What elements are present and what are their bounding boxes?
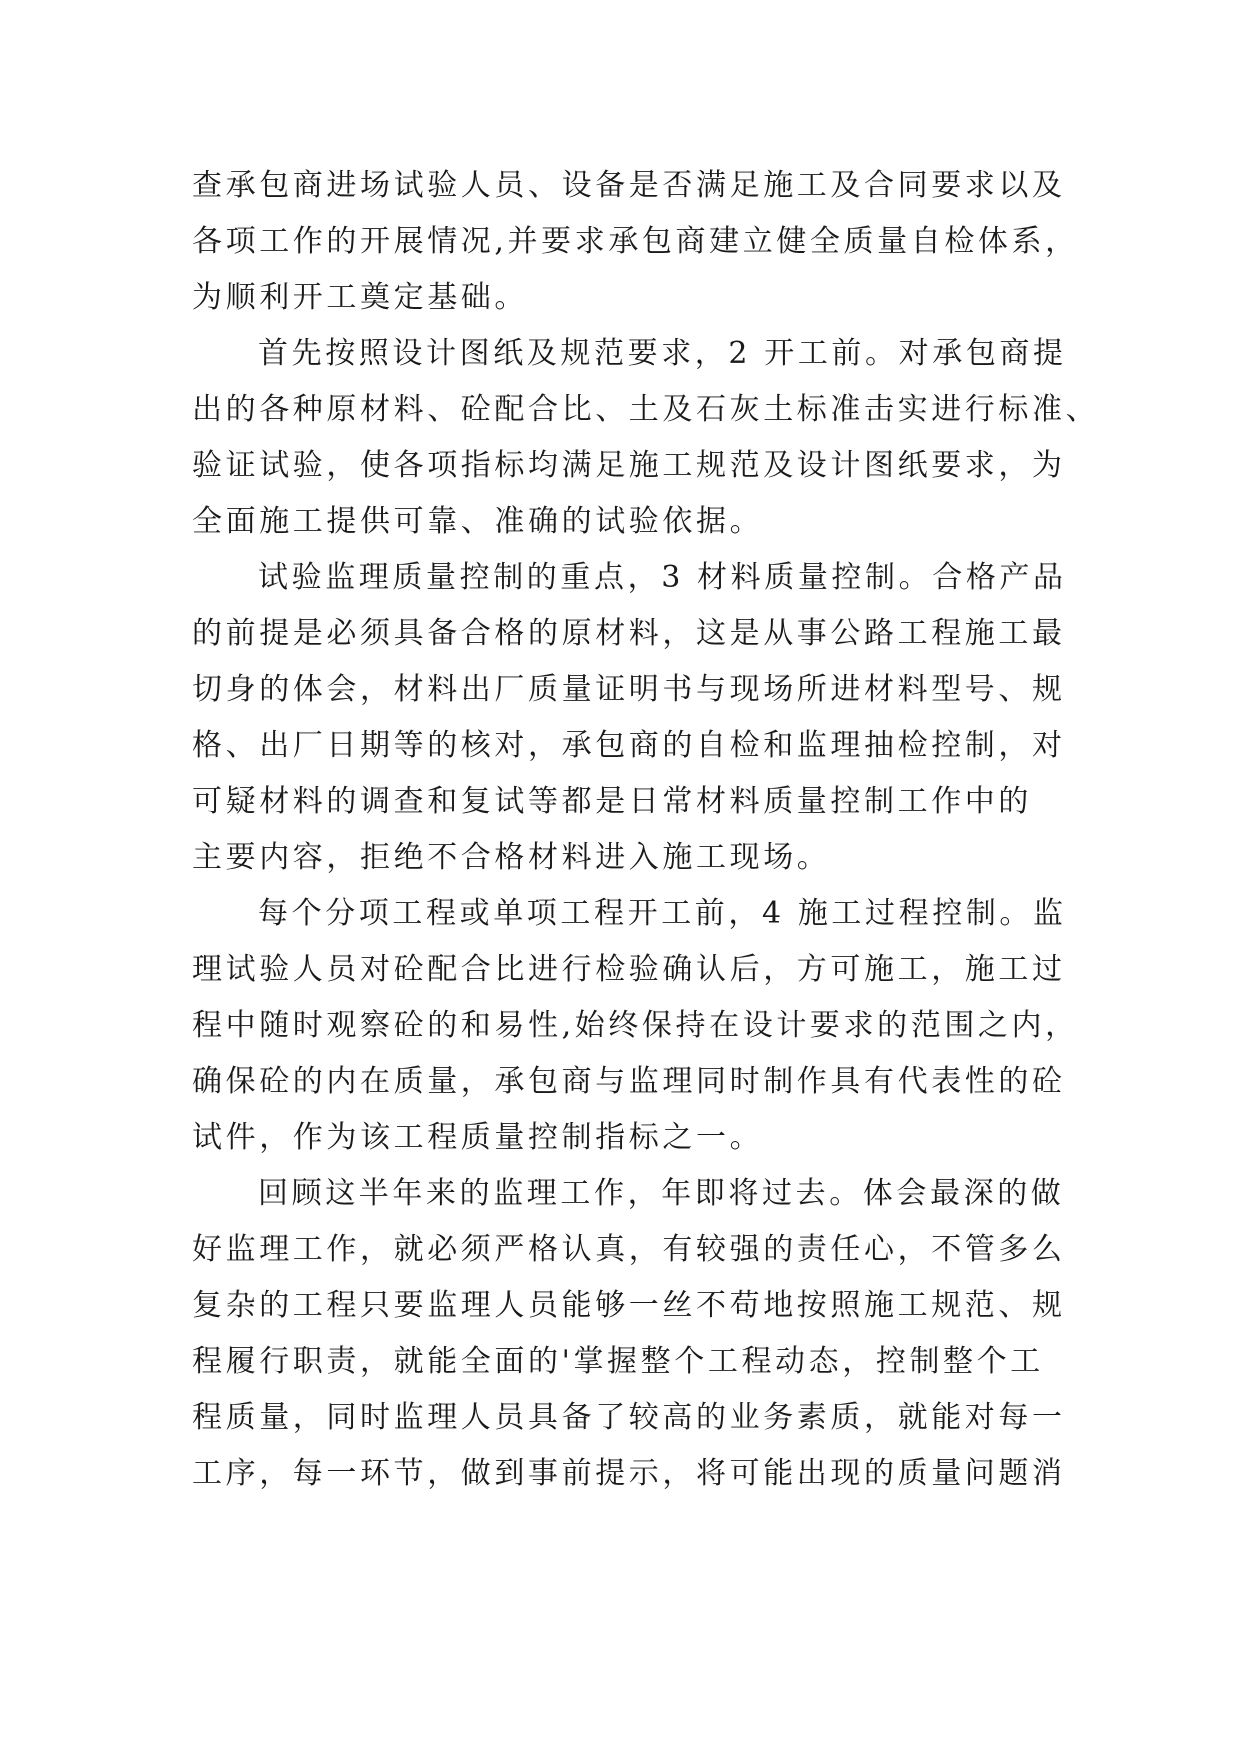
text-line: 主要内容，拒绝不合格材料进入施工现场。 xyxy=(192,840,831,875)
text-line: 试件，作为该工程质量控制指标之一。 xyxy=(192,1120,764,1155)
text-line: 理试验人员对砼配合比进行检验确认后，方可施工，施工过 xyxy=(192,952,1066,987)
document-body xyxy=(192,158,1100,1502)
text-line: 工序，每一环节，做到事前提示，将可能出现的质量问题消 xyxy=(192,1456,1066,1491)
text-line: 各项工作的开展情况,并要求承包商建立健全质量自检体系， xyxy=(192,224,1079,259)
text-line: 格、出厂日期等的核对，承包商的自检和监理抽检控制，对 xyxy=(192,728,1066,763)
text-line: 程履行职责，就能全面的'掌握整个工程动态，控制整个工 xyxy=(192,1344,1044,1379)
text-line: 出的各种原材料、砼配合比、土及石灰土标准击实进行标准、 xyxy=(192,392,1100,427)
text-line: 切身的体会，材料出厂质量证明书与现场所进材料型号、规 xyxy=(192,672,1066,707)
text-line: 的前提是必须具备合格的原材料，这是从事公路工程施工最 xyxy=(192,616,1066,651)
paragraph-first-line: 回顾这半年来的监理工作，年即将过去。体会最深的做 xyxy=(258,1176,1065,1211)
text-line: 程质量，同时监理人员具备了较高的业务素质，就能对每一 xyxy=(192,1400,1066,1435)
text-line: 全面施工提供可靠、准确的试验依据。 xyxy=(192,504,764,539)
text-line: 好监理工作，就必须严格认真，有较强的责任心，不管多么 xyxy=(192,1232,1066,1267)
text-line: 程中随时观察砼的和易性,始终保持在设计要求的范围之内， xyxy=(192,1008,1079,1043)
text-line: 复杂的工程只要监理人员能够一丝不苟地按照施工规范、规 xyxy=(192,1288,1066,1323)
text-line: 确保砼的内在质量，承包商与监理同时制作具有代表性的砼 xyxy=(192,1064,1066,1099)
paragraph-first-line: 每个分项工程或单项工程开工前，4 施工过程控制。监 xyxy=(258,896,1067,931)
text-line: 为顺利开工奠定基础。 xyxy=(192,280,528,315)
text-line: 验证试验，使各项指标均满足施工规范及设计图纸要求，为 xyxy=(192,448,1066,483)
paragraph-first-line: 试验监理质量控制的重点，3 材料质量控制。合格产品 xyxy=(258,560,1067,595)
text-line: 查承包商进场试验人员、设备是否满足施工及合同要求以及 xyxy=(192,168,1066,203)
text-line: 可疑材料的调查和复试等都是日常材料质量控制工作中的 xyxy=(192,784,1032,819)
paragraph-first-line: 首先按照设计图纸及规范要求，2 开工前。对承包商提 xyxy=(258,336,1067,371)
